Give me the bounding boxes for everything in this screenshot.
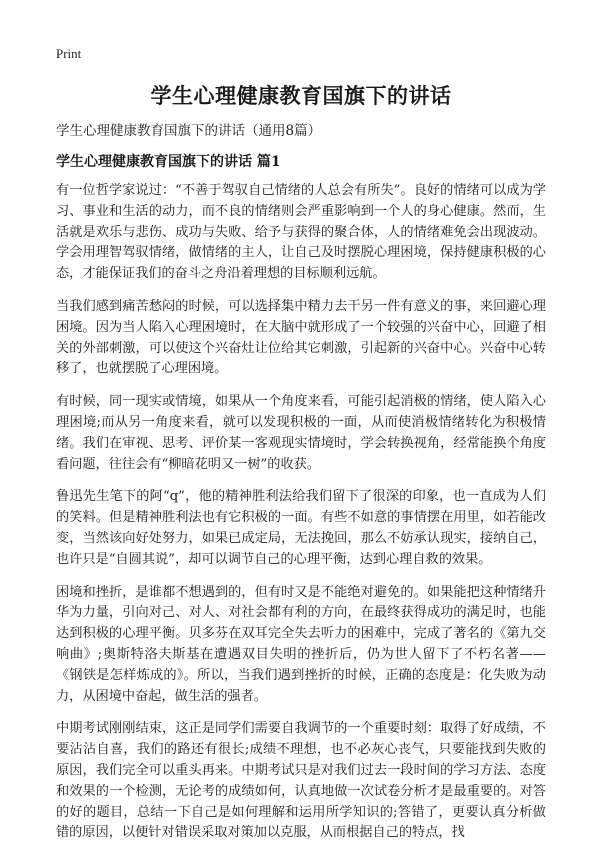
section-heading: 学生心理健康教育国旗下的讲话 篇1 — [56, 154, 281, 170]
paragraph-1: 有一位哲学家说过：“不善于驾驭自己情绪的人总会有所失”。良好的情绪可以成为学习、事业和生活的动力，而不良的情绪则会严重影响到一个人的身心健康。然而，生活就是欢乐与悲伤、成功与失败、给予与获得的聚合体，人的情绪难免会出现波动。学会用理智驾驭情绪，做情绪的主人，让自己及时摆脱心理困境，保持健康积极的心态，才能保证我们的奋斗之舟沿着理想的目标顺利远航。 — [56, 183, 546, 282]
paragraph-3: 有时候，同一现实或情境，如果从一个角度来看，可能引起消极的情绪，使人陷入心理困境;而从另一角度来看，就可以发现积极的一面，从而使消极情绪转化为积极情绪。我们在审视、思考、评价某一客观现实情境时，学会转换视角，经常能换个角度看问题，往往会有“柳暗花明又一树”的收获。 — [56, 394, 546, 472]
paragraph-5: 困境和挫折，是谁都不想遇到的，但有时又是不能绝对避免的。如果能把这种情绪升华为力量，引向对己、对人、对社会都有利的方向，在最终获得成功的满足时，也能达到积极的心理平衡。贝多芬在双耳完全失去听力的困难中，完成了著名的《第九交响曲》;奥斯特洛夫斯基在遭遇双目失明的挫折后，仍为世人留下了不朽名著——《钢铁是怎样炼成的》。所以，当我们遇到挫折的时候，正确的态度是：化失败为动力，从困境中奋起，做生活的强者。 — [56, 584, 546, 704]
print-link[interactable]: Print — [56, 46, 82, 61]
paragraph-2: 当我们感到痛苦愁闷的时候，可以选择集中精力去干另一件有意义的事，来回避心理困境。因为当人陷入心理困境时，在大脑中就形成了一个较强的兴奋中心，回避了相关的外部刺激，可以使这个兴奋灶让位给其它刺激，引起新的兴奋中心。兴奋中心转移了，也就摆脱了心理困境。 — [56, 298, 546, 377]
paragraph-4: 鲁迅先生笔下的阿“q”，他的精神胜利法给我们留下了很深的印象，也一直成为人们的笑料。但是精神胜利法也有它积极的一面。有些不如意的事情摆在用里，如若能改变，当然该向好处努力，如果已成定局，无法挽回，那么不妨承认现实，接纳自己，也许只是“自圆其说”，却可以调节自己的心理平衡，达到心理自救的效果。 — [56, 489, 546, 567]
document-subtitle: 学生心理健康教育国旗下的讲话（通用8篇） — [56, 123, 322, 139]
page-title: 学生心理健康教育国旗下的讲话 — [150, 83, 452, 108]
article-body — [56, 181, 546, 856]
paragraph-6: 中期考试刚刚结束，这正是同学们需要自我调节的一个重要时刻：取得了好成绩，不要沾沾自喜，我们的路还有很长;成绩不理想，也不必灰心丧气，只要能找到失败的原因，我们完全可以重头再来。中期考试只是对我们过去一段时间的学习方法、态度和效果的一个检测，无论考的成绩如何，认真地做一次试卷分析才是最重要的。对答的好的题目，总结一下自己是如何理解和运用所学知识的;答错了，更要认真分析做错的原因，以便针对错误采取对策加以克服，从而根据自己的特点，找 — [56, 721, 546, 841]
